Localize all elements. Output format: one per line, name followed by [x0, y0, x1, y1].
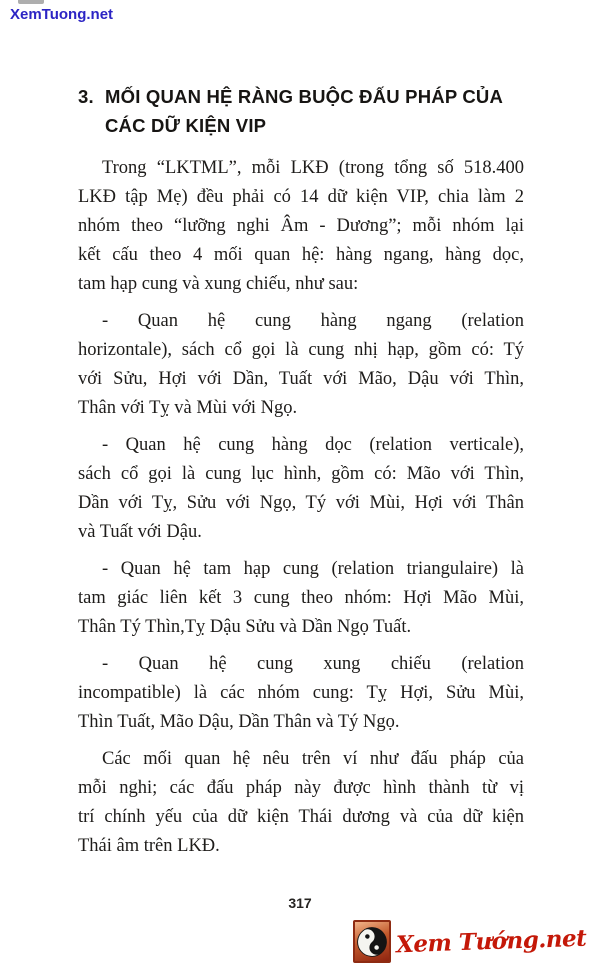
text-line: trí chính yếu của dữ kiện Thái dương và của dữ kiện: [78, 807, 524, 827]
text-line: Thân Tý Thìn,Tỵ Dậu Sửu và Dần Ngọ Tuất.: [78, 617, 412, 637]
section-number: 3.: [78, 86, 94, 107]
text-line: - Quan hệ tam hạp cung (relation triangulaire) là: [102, 559, 524, 579]
logo-text: Xem Tướng.net: [395, 924, 587, 959]
text-line: tam hạp cung và xung chiếu, như sau:: [78, 274, 359, 294]
text-line: và Tuất với Dậu.: [78, 522, 202, 542]
scan-artifact: [18, 0, 44, 4]
text-line: - Quan hệ cung hàng dọc (relation verticale),: [102, 435, 524, 455]
paragraph: [78, 745, 524, 861]
text-line: sách cổ gọi là cung lục hình, gồm có: Mão với Thìn,: [78, 464, 524, 484]
text-line: incompatible) là các nhóm cung: Tỵ Hợi, Sửu Mùi,: [78, 683, 524, 703]
paragraph: [78, 555, 524, 642]
text-line: - Quan hệ cung xung chiếu (relation: [102, 654, 524, 674]
page-number: 317: [288, 895, 312, 911]
paragraphs: [78, 154, 524, 861]
heading-line: CÁC DỮ KIỆN VIP: [105, 115, 267, 136]
paragraph: [78, 431, 524, 547]
heading-line: MỐI QUAN HỆ RÀNG BUỘC ĐẤU PHÁP CỦA: [105, 86, 504, 107]
text-line: Trong “LKTML”, mỗi LKĐ (trong tổng số 518.400: [102, 158, 524, 178]
text-line: với Sửu, Hợi với Dần, Tuất với Mão, Dậu với Thìn,: [78, 369, 524, 389]
paragraph: [78, 650, 524, 737]
text-line: Dần với Tỵ, Sửu với Ngọ, Tý với Mùi, Hợi với Thân: [78, 493, 524, 513]
text-line: Thái âm trên LKĐ.: [78, 836, 220, 856]
paragraph: [78, 307, 524, 423]
section-heading: [78, 82, 524, 140]
watermark-logo-bottom[interactable]: [353, 920, 586, 963]
text-line: Thìn Tuất, Mão Dậu, Dần Thân và Tý Ngọ.: [78, 712, 400, 732]
page-content: [78, 82, 524, 869]
text-line: nhóm theo “lưỡng nghi Âm - Dương”; mỗi nhóm lại: [78, 216, 524, 236]
text-line: mỗi nghi; các đấu pháp này được hình thành từ vị: [78, 778, 524, 798]
text-line: kết cấu theo 4 mối quan hệ: hàng ngang, hàng dọc,: [78, 245, 524, 265]
paragraph: [78, 154, 524, 299]
text-line: tam giác liên kết 3 cung theo nhóm: Hợi Mão Mùi,: [78, 588, 524, 608]
text-line: Thân với Tỵ và Mùi với Ngọ.: [78, 398, 298, 418]
text-line: - Quan hệ cung hàng ngang (relation: [102, 311, 524, 331]
text-line: LKĐ tập Mẹ) đều phải có 14 dữ kiện VIP, chia làm 2: [78, 187, 524, 207]
yin-yang-icon: [353, 920, 391, 963]
heading-lines: [105, 82, 503, 140]
watermark-link-top[interactable]: XemTuong.net: [10, 6, 114, 23]
text-line: Các mối quan hệ nêu trên ví như đấu pháp của: [102, 749, 524, 769]
text-line: horizontale), sách cổ gọi là cung nhị hạp, gồm có: Tý: [78, 340, 524, 360]
